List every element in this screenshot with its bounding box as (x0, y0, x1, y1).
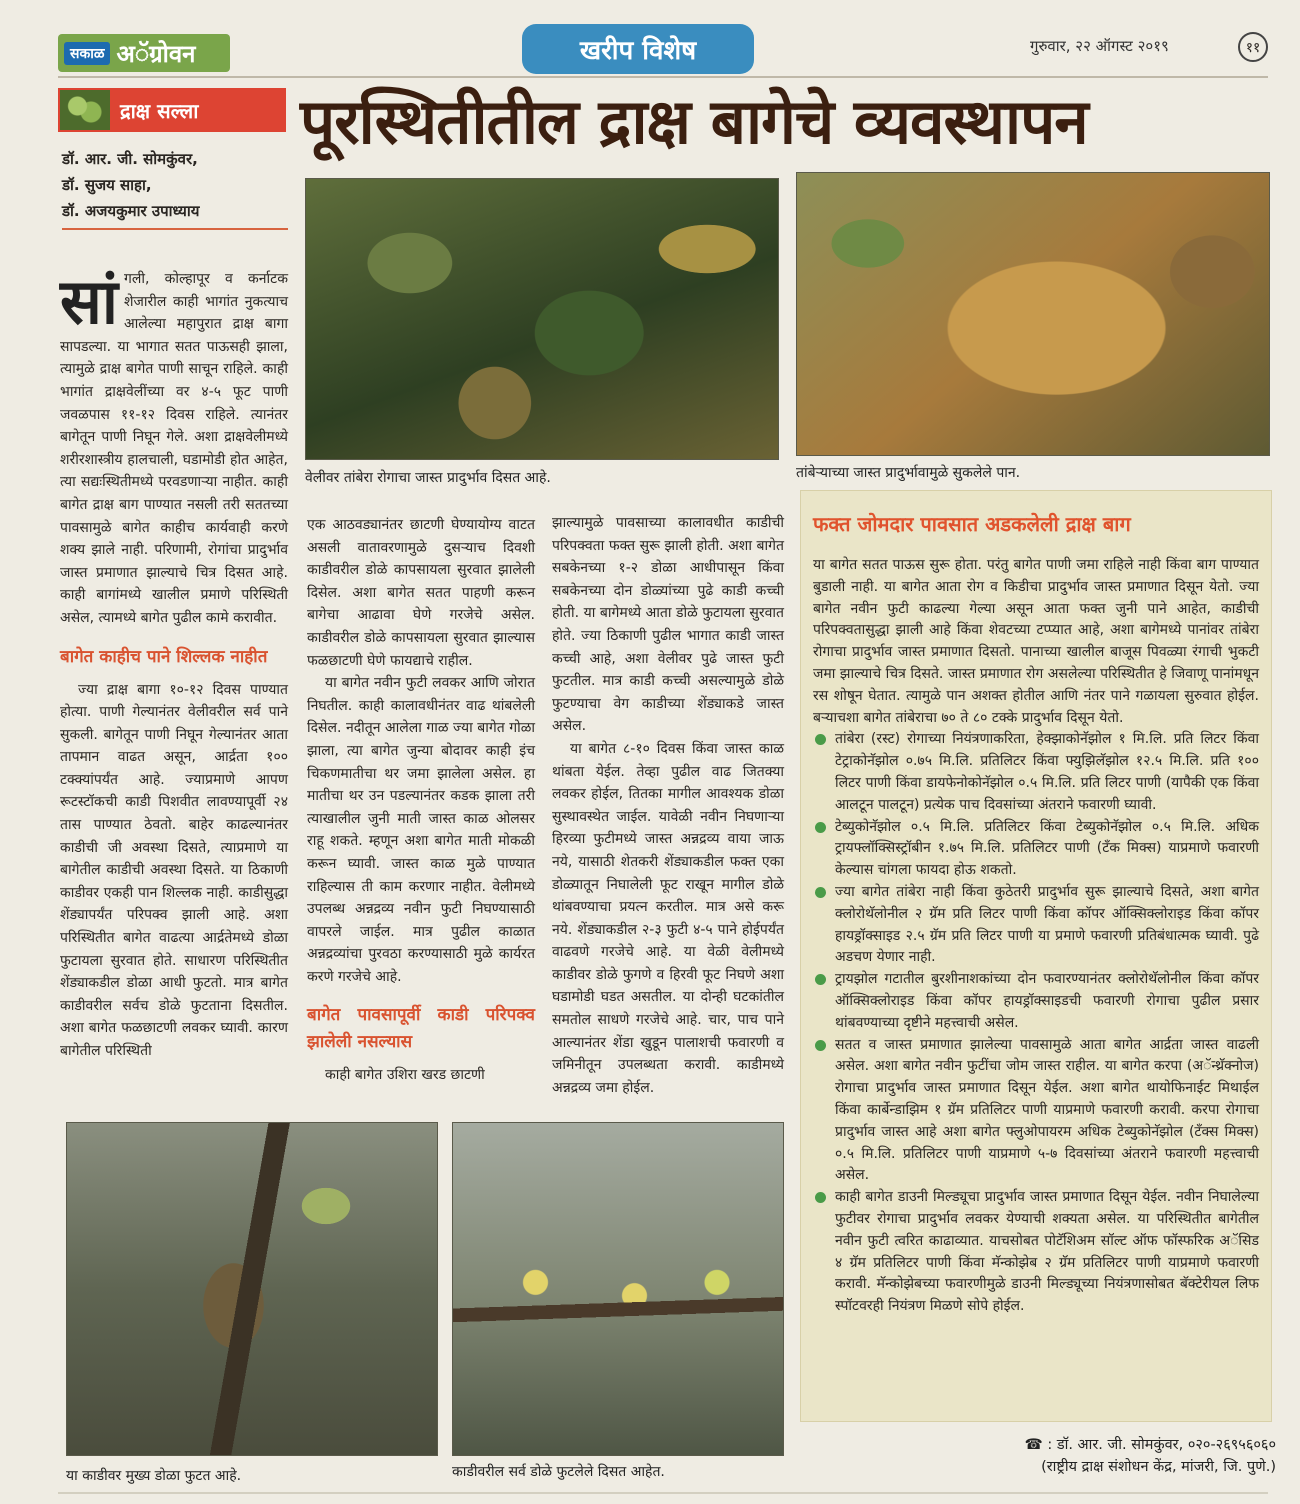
contact-phone: ☎ : डॉ. आर. जी. सोमकुंवर, ०२०-२६९५६०६० (1024, 1437, 1276, 1453)
article-column-3 (552, 512, 784, 1099)
sidebar-intro: या बागेत सतत पाऊस सुरू होता. परंतु बागेत पाणी जमा राहिले नाही किंवा बाग पाण्यात बुडाली नाही. या बागेत आता रोग व किडीचा प्रादुर्भाव जास्त प्रमाणात दिसून येतो. ज्या बागेत नवीन फुटी काढल्या गेल्या असून आता फक्त जुनी पाने आहेत, काडीची परिपक्वतासुद्धा झाली आहे किंवा शेवटच्या टप्प्यात आहे, अशा बागेमध्ये पानांवर तांबेरा रोगाचा प्रादुर्भाव जास्त प्रमाणात दिसतो. पानाच्या खालील बाजूस पिवळ्या रंगाची भुकटी जमा झाल्याचे चित्र दिसते. जास्त प्रमाणात रोग असलेल्या परिस्थितीत हे जिवाणू पानांमधून रस शोषून घेतात. त्यामुळे पान अशक्त होतील आणि नंतर पाने गळायला सुरुवात होईल. बऱ्याचशा बागेत तांबेराचा ७० ते ८० टक्के प्रादुर्भाव दिसून येतो. (813, 557, 1259, 726)
recommendation-list (813, 729, 1259, 1318)
top-divider (58, 76, 1268, 78)
bullet-icon (815, 822, 826, 833)
photo-caption: काडीवरील सर्व डोळे फुटलेले दिसत आहेत. (452, 1464, 665, 1480)
headline: पूरस्थितीतील द्राक्ष बागेचे व्यवस्थापन (300, 85, 1088, 158)
sidebar-title: फक्त जोमदार पावसात अडकलेली द्राक्ष बाग (813, 512, 1131, 536)
intro-paragraph: गली, कोल्हापूर व कर्नाटक शेजारील काही भागांत नुकत्याच आलेल्या महापुरात द्राक्ष बागा सापडल्या. या भागात सतत पाऊसही झाला, त्यामुळे द्राक्ष बागेत पाणी साचून राहिले. काही भागांत द्राक्षवेलींच्या वर ४-५ फूट पाणी जवळपास ११-१२ दिवस राहिले. त्यानंतर बागेतून पाणी निघून गेले. अशा द्राक्षवेलीमध्ये शरीरशास्त्रीय हालचाली, घडामोडी होत आहेत, त्या सद्यःस्थितीमध्ये परवडणाऱ्या नाहीत. काही बागेत द्राक्ष बाग पाण्यात नसली तरी सततच्या पावसामुळे बागेत काहीच कार्यवाही करणे शक्य झाले नाही. परिणामी, रोगांचा प्रादुर्भाव जास्त प्रमाणात झाल्याचे चित्र दिसत आहे. काही बागांमध्ये खालील प्रमाणे परिस्थिती असेल, त्यामध्ये बागेत पुढील कामे करावीत. (60, 271, 288, 626)
author-name: डॉ. सुजय साहा, (62, 176, 152, 194)
photo-rust-infected-vine (305, 178, 779, 460)
list-item: टेब्युकोनॅझोल ०.५ मि.लि. प्रतिलिटर किंवा टेब्युकोनॅझोल ०.५ मि.लि. अधिक ट्रायफ्लॉक्सिस्ट्रॉबीन १.७५ मि.लि. प्रतिलिटर पाणी (टँक मिक्स) याप्रमाणे फवारणी केल्यास चांगला फायदा होऊ शकतो. (813, 817, 1259, 882)
list-item: काही बागेत डाउनी मिल्ड्यूचा प्रादुर्भाव जास्त प्रमाणात दिसून येईल. नवीन निघालेल्या फुटीवर रोगाचा प्रादुर्भाव लवकर येण्याची शक्यता असेल. या परिस्थितीत बागेतील नवीन फुटी त्वरित काढाव्यात. याचसोबत पोटॅशिअम सॉल्ट ऑफ फॉस्फरिक अॅसिड ४ ग्रॅम प्रतिलिटर पाणी किंवा मॅन्कोझेब २ ग्रॅम प्रतिलिटर पाणी याप्रमाणे फवारणी करावी. मॅन्कोझेबच्या फवारणीमुळे डाउनी मिल्ड्यूच्या नियंत्रणासोबत बॅक्टेरीयल लिफ स्पॉटवरही नियंत्रण मिळणे सोपे होईल. (813, 1187, 1259, 1318)
photo-caption: तांबेऱ्याच्या जास्त प्रादुर्भावामुळे सुकलेले पान. (796, 465, 1021, 481)
body-paragraph: एक आठवड्यानंतर छाटणी घेण्यायोग्य वाटत असली वातावरणामुळे दुसऱ्याच दिवशी काडीवरील डोळे कापसायला सुरवात झालेली दिसेल. अशा बागेत सतत पाहणी करून बागेचा आढावा घेणे गरजेचे असेल. काडीवरील डोळे कापसायला सुरवात झाल्यास फळछाटणी घेणे फायद्याचे राहील. (307, 517, 535, 669)
body-paragraph: या बागेत नवीन फुटी लवकर आणि जोरात निघतील. काही कालावधीनंतर वाढ थांबलेली दिसेल. नदीतून आलेला गाळ ज्या बागेत गोळा झाला, त्या बागेत जुन्या बोदावर काही इंच चिकणमातीचा थर जमा झालेला असेल. हा मातीचा थर उन पडल्यानंतर कडक झाला तरी त्याखालील जुनी माती जास्त काळ ओलसर राहू शकते. म्हणून अशा बागेत माती मोकळी करून घ्यावी. जास्त काळ मुळे पाण्यात राहिल्यास ती काम करणार नाहीत. वेलीमध्ये उपलब्ध अन्नद्रव्य नवीन फुटी निघण्यासाठी वापरले जाईल. मात्र पुढील काळात अन्नद्रव्यांचा पुरवठा करण्यासाठी मुळे कार्यरत करणे गरजेचे आहे. (307, 675, 535, 985)
section-label: खरीप विशेष (522, 24, 754, 74)
series-label: द्राक्ष सल्ला (120, 98, 199, 123)
list-item: सतत व जास्त प्रमाणात झालेल्या पावसामुळे आता बागेत आर्द्रता जास्त वाढली असेल. अशा बागेत नवीन फुटींचा जोम जास्त राहील. या बागेत करपा (अॅन्थ्रॅक्नोज) रोगाचा प्रादुर्भाव जास्त प्रमाणात दिसून येईल. अशा बागेत थायोफिनाईट मिथाईल किंवा कार्बेन्डाझिम १ ग्रॅम प्रतिलिटर पाणी याप्रमाणे फवारणी करावी. करपा रोगाचा प्रादुर्भाव जास्त आहे अशा बागेत फ्लुओपायरम अधिक टेब्युकोनॅझोल (टॅंक्स मिक्स) ०.५ मि.लि. प्रतिलिटर पाणी याप्रमाणे ५-७ दिवसांच्या अंतराने फवारणी महत्त्वाची असेल. (813, 1035, 1259, 1188)
author-list (62, 146, 286, 224)
subheading: बागेत काहीच पाने शिल्लक नाहीत (60, 646, 268, 667)
dateline: गुरुवार, २२ ऑगस्ट २०१९ (1030, 37, 1169, 55)
photo-caption: या काडीवर मुख्य डोळा फुटत आहे. (66, 1468, 242, 1484)
author-name: डॉ. अजयकुमार उपाध्याय (62, 202, 200, 220)
list-item: ज्या बागेत तांबेरा नाही किंवा कुठेतरी प्रादुर्भाव सुरू झाल्याचे दिसते, अशा बागेत क्लोरोथॅलोनील २ ग्रॅम प्रति लिटर पाणी किंवा कॉपर ऑक्सिक्लोराइड किंवा कॉपर हायड्रॉक्साइड २.५ ग्रॅम प्रति लिटर पाणी या प्रमाणे फवारणी प्रतिबंधात्मक घ्यावी. पुढे अडचण येणार नाही. (813, 882, 1259, 969)
list-item: ट्रायझोल गटातील बुरशीनाशकांच्या दोन फवारण्यानंतर क्लोरोथॅलोनील किंवा कॉपर ऑक्सिक्लोराइड किंवा कॉपर हायड्रॉक्साइडची फवारणी रोगाचा पुढील प्रसार थांबवण्याच्या दृष्टीने महत्त्वाची असेल. (813, 969, 1259, 1034)
page-number: ११ (1238, 32, 1268, 62)
photo-caption: वेलीवर तांबेरा रोगाचा जास्त प्रादुर्भाव दिसत आहे. (305, 470, 551, 486)
drop-cap: सां (60, 265, 118, 338)
photo-main-bud-sprouting (66, 1122, 438, 1456)
subheading: बागेत पावसापूर्वी काडी परिपक्व झालेली नसल्यास (307, 1005, 535, 1053)
photo-all-buds-sprouted (452, 1122, 784, 1456)
body-paragraph: झाल्यामुळे पावसाच्या कालावधीत काडीची परिपक्वता फक्त सुरू झाली होती. अशा बागेत सबकेनच्या १-२ डोळा आधीपासून किंवा सबकेनच्या दोन डोळ्यांच्या पुढे काडी कच्ची होती. या बागेमध्ये आता डोळे फुटायला सुरवात होते. ज्या ठिकाणी पुढील भागात काडी जास्त कच्ची आहे, अशा वेलीवर पुढे जास्त फुटी फुटतील. मात्र काडी कच्ची असल्यामुळे डोळे फुटण्याचा वेग काडीच्या शेंड्याकडे जास्त असेल. (552, 515, 784, 735)
grape-thumbnail-icon (60, 90, 110, 130)
bullet-icon (815, 887, 826, 898)
author-name: डॉ. आर. जी. सोमकुंवर, (62, 150, 198, 168)
bullet-icon (815, 734, 826, 745)
brand-name: अॅग्रोवन (116, 39, 196, 68)
list-item: तांबेरा (रस्ट) रोगाच्या नियंत्रणाकरिता, हेक्झाकोनॅझोल १ मि.लि. प्रति लिटर किंवा टेट्राकोनॅझोल ०.७५ मि.लि. प्रतिलिटर किंवा फ्युझिलॅझोल १२.५ मि.लि. प्रति १०० लिटर पाणी किंवा डायफेनोकोनॅझोल ०.५ मि.लि. प्रति लिटर पाणी (यापैकी एक किंवा आलटून पालटून) प्रत्येक पाच दिवसांच्या अंतराने फवारणी घ्यावी. (813, 729, 1259, 816)
series-tag (58, 88, 286, 132)
bottom-divider (58, 1492, 1268, 1494)
author-contact (900, 1434, 1276, 1478)
author-divider (62, 228, 288, 230)
bullet-icon (815, 974, 826, 985)
brand-logo (58, 34, 230, 72)
contact-institution: (राष्ट्रीय द्राक्ष संशोधन केंद्र, मांजरी, जि. पुणे.) (1041, 1459, 1276, 1475)
article-column-1 (60, 265, 288, 1063)
photo-dried-leaf (796, 172, 1270, 456)
body-paragraph: काही बागेत उशिरा खरड छाटणी (325, 1067, 485, 1084)
bullet-icon (815, 1040, 826, 1051)
body-paragraph: या बागेत ८-१० दिवस किंवा जास्त काळ थांबता येईल. तेव्हा पुढील वाढ जितक्या लवकर होईल, तितका मागील आवश्यक डोळा सुस्थावस्थेत जाईल. यावेळी नवीन निघणाऱ्या हिरव्या फुटीमध्ये जास्त अन्नद्रव्य वाया जाऊ नये, यासाठी शेतकरी शेंड्याकडील फक्त एका डोळ्यातून निघालेली फूट राखून मागील डोळे थांबवण्याचा प्रयत्न करतील. मात्र असे करू नये. शेंड्याकडील २-३ फुटी ४-५ पाने होईपर्यंत वाढवणे गरजेचे आहे. या वेळी वेलीमध्ये काडीवर डोळे फुगणे व हिरवी फूट निघणे अशा घडामोडी घडत असतील. या दोन्ही घटकांतील समतोल साधणे गरजेचे आहे. चार, पाच पाने आल्यानंतर शेंडा खुडून पालाशची फवारणी व जमिनीतून उपलब्धता करावी. काडीमध्ये अन्नद्रव्य जमा होईल. (552, 740, 784, 1096)
sidebar-box (800, 490, 1272, 1422)
bullet-icon (815, 1192, 826, 1203)
article-column-2 (307, 514, 535, 1087)
body-paragraph: ज्या द्राक्ष बागा १०-१२ दिवस पाण्यात होत्या. पाणी गेल्यानंतर वेलीवरील सर्व पाने सुकली. बागेतून पाणी निघून गेल्यानंतर आता तापमान वाढत असून, आर्द्रता १०० टक्क्यांपर्यंत आहे. ज्याप्रमाणे आपण रूटस्टॉकची काडी पिशवीत लावण्यापूर्वी २४ तास पाण्यात ठेवतो. बाहेर काढल्यानंतर काडीची जी अवस्था दिसते, त्याप्रमाणे या बागेतील काडीची अवस्था दिसते. या ठिकाणी काडीवर एकही पान शिल्लक नाही. काडीसुद्धा शेंड्यापर्यंत परिपक्व झाली आहे. अशा परिस्थितीत बागेत वाढत्या आर्द्रतेमध्ये डोळा फुटायला सुरवात होते. साधारण परिस्थितीत शेंड्याकडील डोळा आधी फुटतो. मात्र बागेत काडीवरील सर्वच डोळे फुटताना दिसतील. अशा बागेत फळछाटणी लवकर घ्यावी. कारण बागेतील परिस्थिती (60, 681, 288, 1059)
brand-small-label: सकाळ (64, 42, 110, 65)
